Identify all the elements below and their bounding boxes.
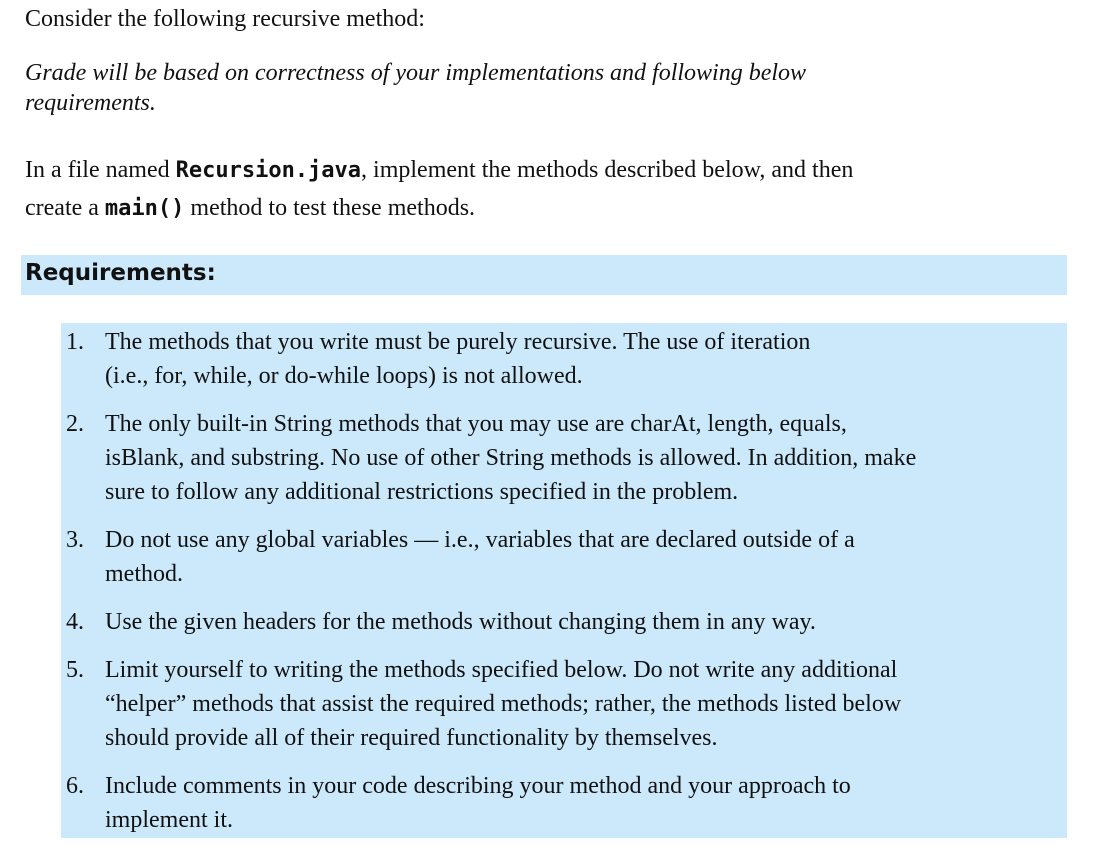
requirement-line: The methods that you write must be purely recursive. The use of iteration: [105, 329, 811, 355]
requirement-text: [105, 523, 1065, 591]
requirement-line: Use the given headers for the methods without changing them in any way.: [105, 609, 816, 635]
requirement-line: The only built-in String methods that you may use are charAt, length, equals,: [105, 411, 847, 437]
file-instruction-text: create a: [25, 195, 105, 221]
grade-note-line-2: requirements.: [25, 90, 156, 116]
requirement-line: Include comments in your code describing your method and your approach to: [105, 773, 851, 799]
file-instruction-line-1: [25, 158, 853, 182]
requirement-line: Do not use any global variables — i.e., variables that are declared outside of a: [105, 527, 855, 553]
requirement-text: [105, 407, 1065, 509]
intro-text: Consider the following recursive method:: [25, 6, 425, 32]
requirement-line: method.: [105, 561, 183, 587]
requirement-number: 5.: [66, 657, 84, 683]
requirements-list: [61, 323, 1067, 838]
requirement-number: 1.: [66, 329, 84, 355]
requirement-text: [105, 605, 1065, 639]
requirement-line: (i.e., for, while, or do-while loops) is not allowed.: [105, 363, 583, 389]
file-instruction-text: , implement the methods described below, and then: [361, 157, 854, 183]
requirement-number: 3.: [66, 527, 84, 553]
requirement-line: isBlank, and substring. No use of other String methods is allowed. In addition, make: [105, 445, 917, 471]
main-method-code: main(): [104, 196, 185, 221]
requirement-text: [105, 653, 1065, 755]
requirement-text: [105, 325, 1065, 393]
requirement-number: 2.: [66, 411, 84, 437]
file-instruction-line-2: [25, 196, 475, 220]
file-instruction-text: method to test these methods.: [184, 195, 476, 221]
grade-note-line-1: Grade will be based on correctness of your implementations and following below: [25, 60, 807, 86]
filename-code: Recursion.java: [175, 158, 362, 183]
requirement-number: 6.: [66, 773, 84, 799]
file-instruction-text: In a file named: [25, 157, 176, 183]
requirement-line: implement it.: [105, 807, 233, 833]
requirement-number: 4.: [66, 609, 84, 635]
requirement-text: [105, 769, 1065, 837]
requirement-line: Limit yourself to writing the methods specified below. Do not write any additional: [105, 657, 898, 683]
requirements-heading-bar: [21, 255, 1067, 295]
requirement-line: sure to follow any additional restrictions specified in the problem.: [105, 479, 739, 505]
requirement-line: should provide all of their required functionality by themselves.: [105, 725, 718, 751]
requirements-heading: Requirements:: [25, 260, 216, 286]
requirement-line: “helper” methods that assist the required methods; rather, the methods listed below: [105, 691, 902, 717]
